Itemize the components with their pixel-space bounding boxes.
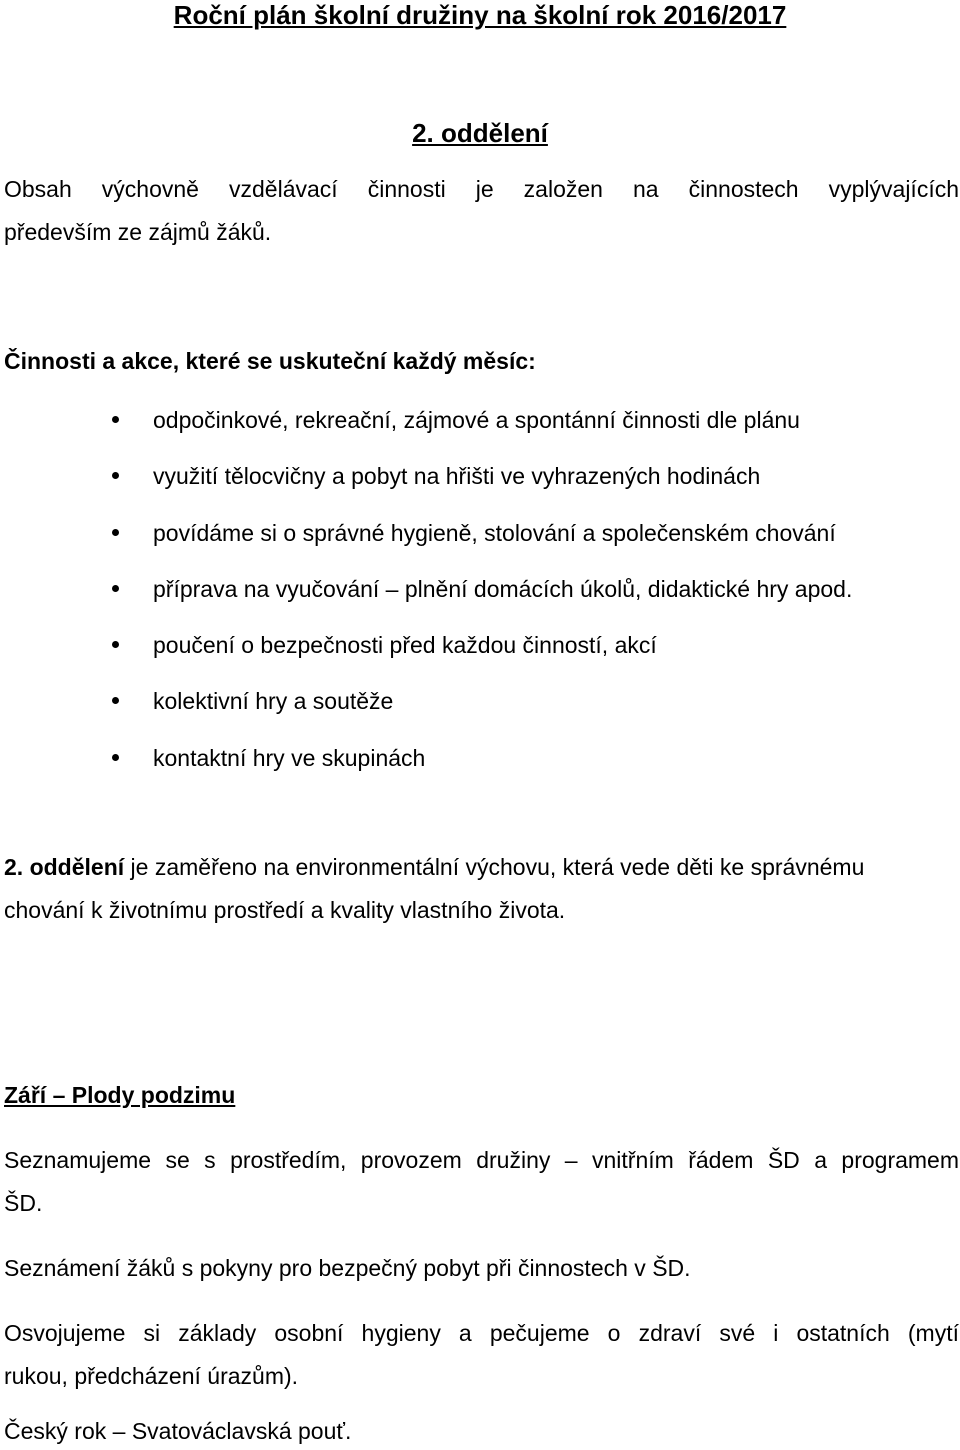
- list-item-text: povídáme si o správné hygieně, stolování a společenském chování: [153, 519, 836, 546]
- list-item-text: kontaktní hry ve skupinách: [153, 744, 426, 771]
- intro-line-1: Obsah výchovně vzdělávací činnosti je založen na činnostech vyplývajících: [4, 176, 959, 202]
- bullet-icon: [112, 641, 119, 648]
- monthly-activities-heading: Činnosti a akce, které se uskuteční každý měsíc:: [4, 348, 536, 374]
- september-paragraph-3-line-2: rukou, předcházení úrazům).: [4, 1363, 299, 1389]
- bullet-icon: [112, 529, 119, 536]
- list-item-text: odpočinkové, rekreační, zájmové a spontánní činnosti dle plánu: [153, 407, 800, 433]
- bullet-icon: [112, 472, 119, 479]
- department-heading: 2. oddělení: [412, 118, 548, 148]
- september-heading: Září – Plody podzimu: [4, 1082, 236, 1108]
- focus-department-label: 2. oddělení: [4, 854, 125, 880]
- september-paragraph-4: Český rok – Svatováclavská pouť.: [4, 1418, 352, 1444]
- bullet-icon: [112, 416, 119, 423]
- list-item-text: příprava na vyučování – plnění domácích úkolů, didaktické hry apod.: [153, 575, 853, 602]
- document-title: Roční plán školní družiny na školní rok 2016/2017: [173, 0, 787, 30]
- intro-line-2: především ze zájmů žáků.: [4, 219, 272, 245]
- list-item-text: využití tělocvičny a pobyt na hřišti ve vyhrazených hodinách: [153, 463, 761, 490]
- bullet-icon: [112, 585, 119, 592]
- focus-line-1-text: je zaměřeno na environmentální výchovu, která vede děti ke správnému: [124, 854, 865, 880]
- september-paragraph-3-line-1: Osvojujeme si základy osobní hygieny a pečujeme o zdraví své i ostatních (mytí: [4, 1320, 959, 1346]
- list-item-text: kolektivní hry a soutěže: [153, 688, 394, 715]
- list-item-text: poučení o bezpečnosti před každou činností, akcí: [153, 632, 657, 659]
- bullet-icon: [112, 754, 119, 761]
- september-paragraph-1-line-1: Seznamujeme se s prostředím, provozem družiny – vnitřním řádem ŠD a programem: [4, 1147, 959, 1173]
- bullet-icon: [112, 697, 119, 704]
- september-paragraph-1-line-2: ŠD.: [4, 1190, 43, 1216]
- focus-line-1: [4, 854, 959, 881]
- september-paragraph-2: Seznámení žáků s pokyny pro bezpečný pobyt při činnostech v ŠD.: [4, 1255, 691, 1281]
- focus-line-2: chování k životnímu prostředí a kvality vlastního života.: [4, 897, 566, 923]
